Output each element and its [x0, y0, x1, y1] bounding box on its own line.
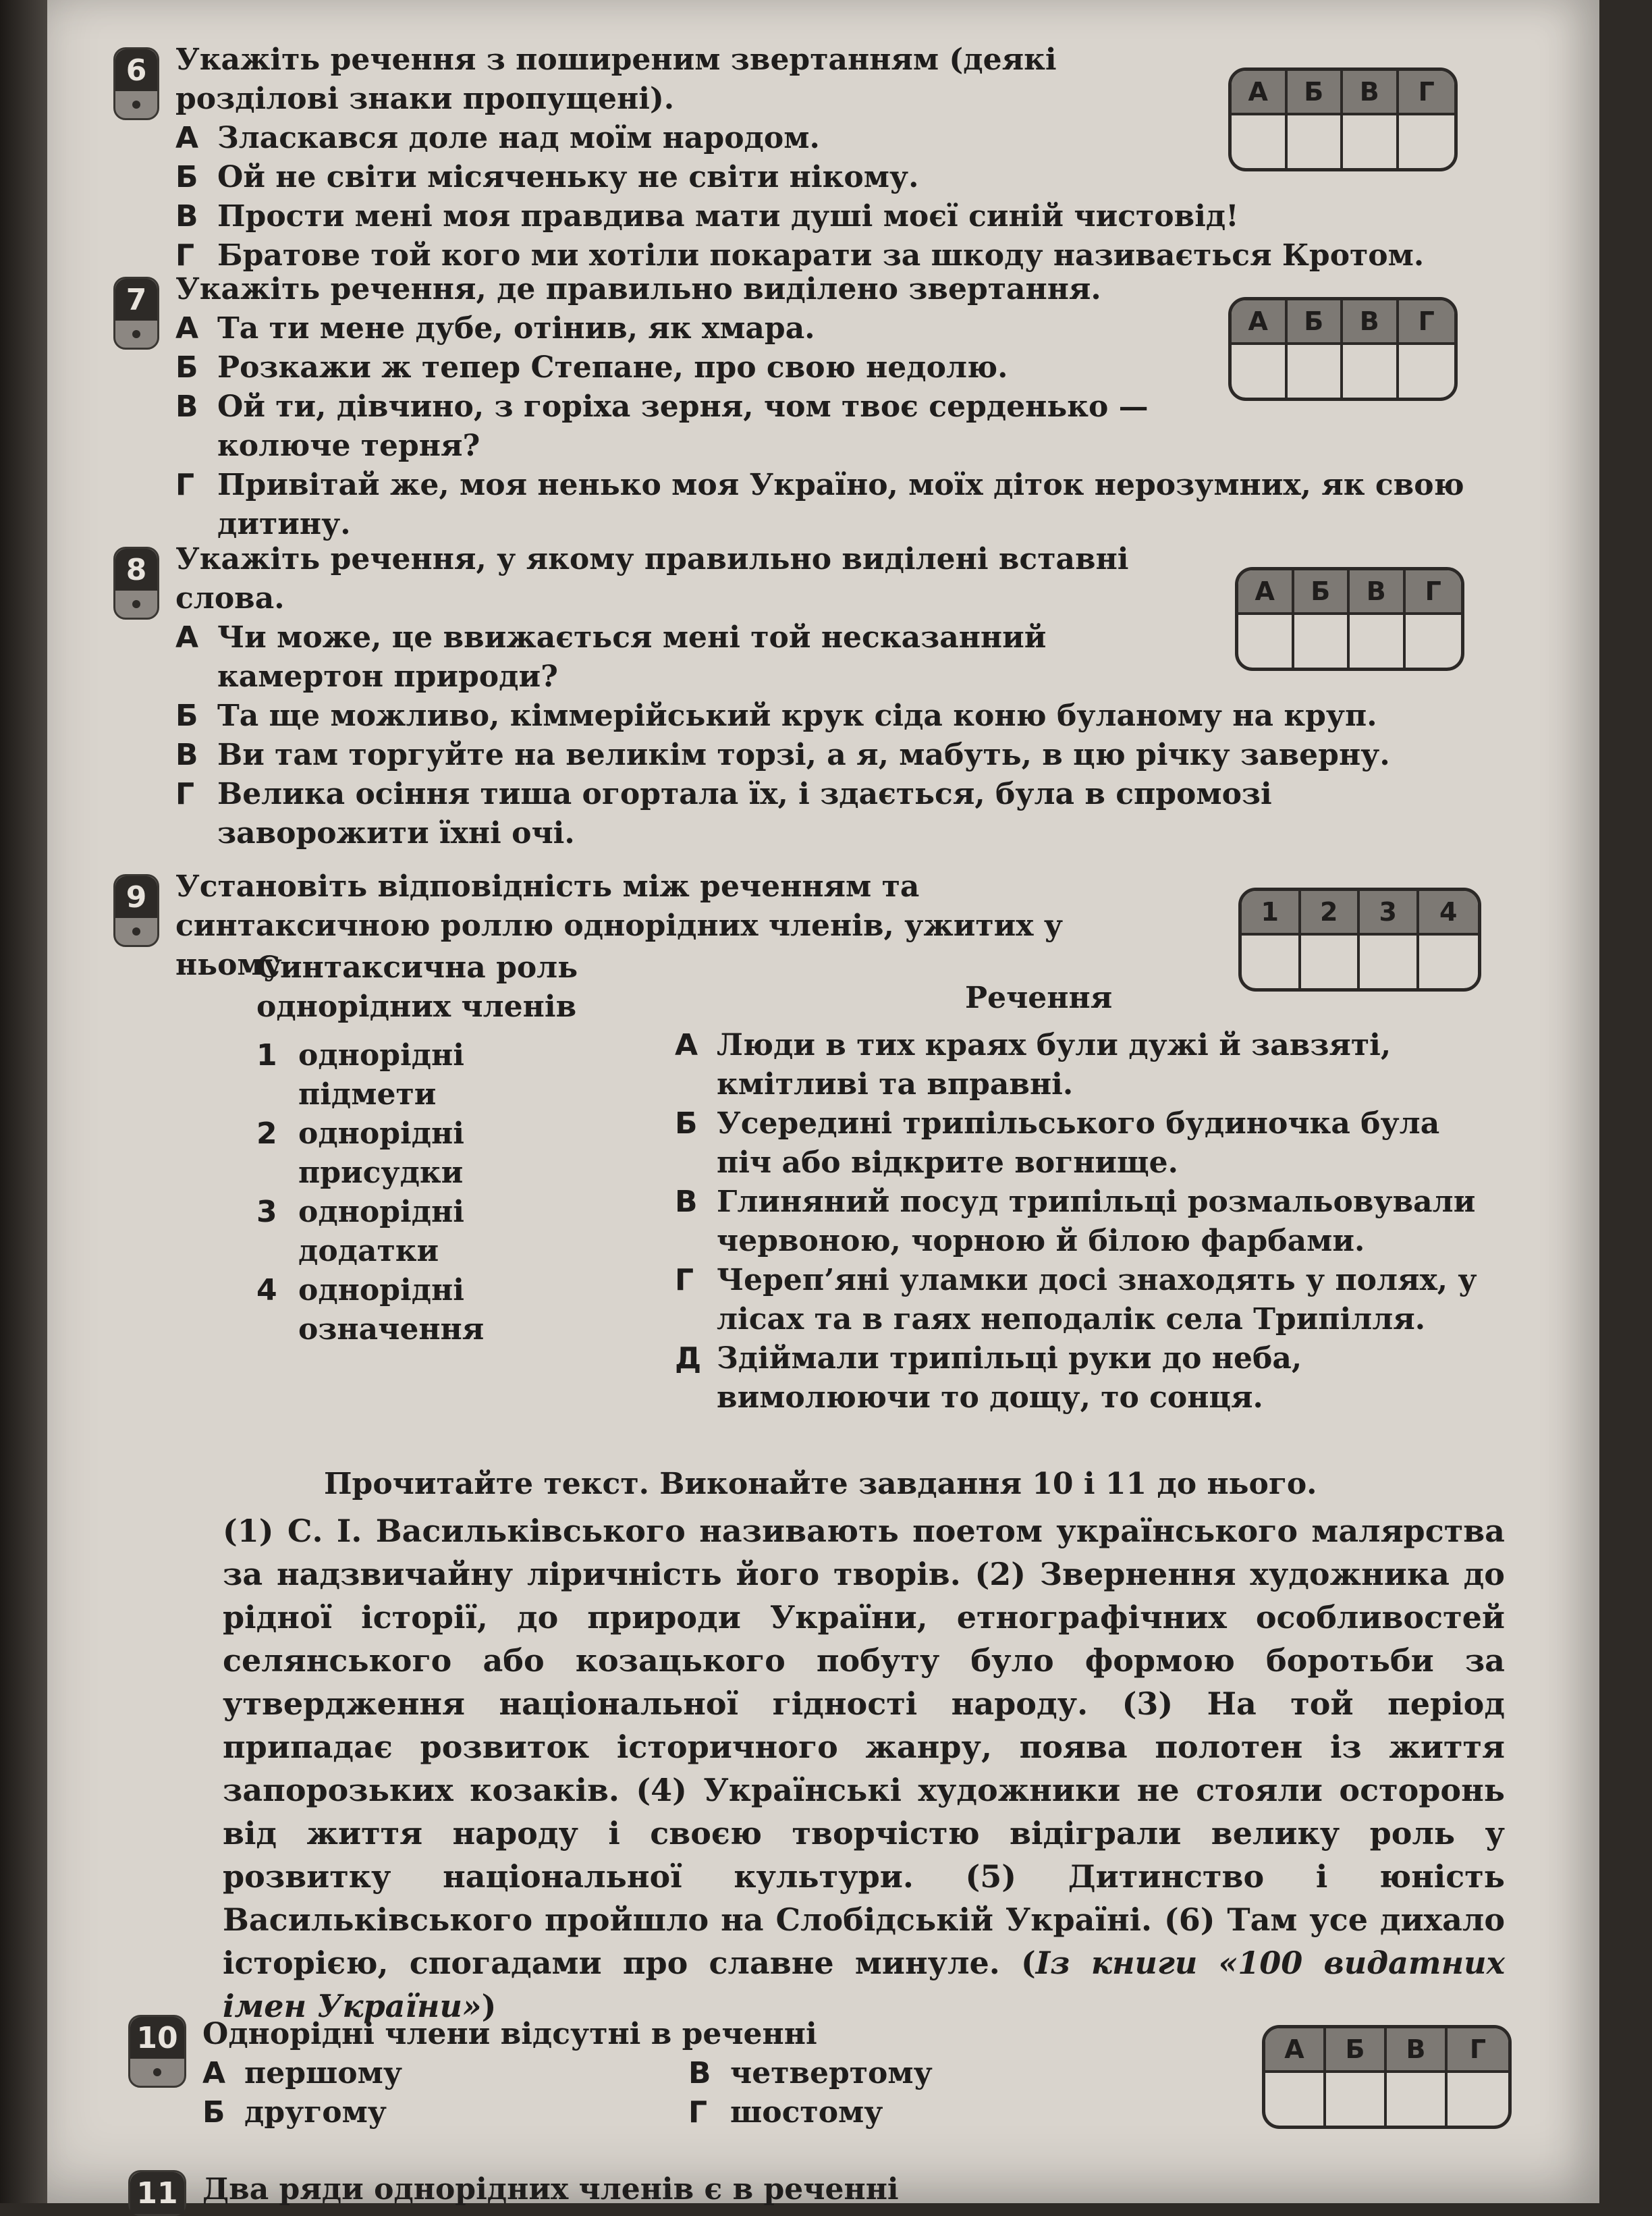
- role-item: 2 однорідні присудки: [256, 1116, 464, 1190]
- answer-option: Г Велика осіння тиша огортала їх, і здається, була в спромозі заворожити їхні очі.: [175, 777, 1272, 850]
- answer-cell[interactable]: [1288, 115, 1344, 168]
- task-number: 9: [115, 876, 157, 918]
- level-dot-icon: [132, 600, 140, 608]
- role-item: 4 однорідні означення: [256, 1273, 485, 1347]
- task-question: Укажіть речення з поширеним звертанням (деякі розділові знаки пропущені).: [175, 43, 1057, 116]
- task-question: Два ряди однорідних членів є в реченні: [202, 2172, 899, 2207]
- level-dot-icon: [132, 330, 140, 338]
- answer-option: А Чи може, це ввижається мені той несказанний камертон природи?: [175, 620, 1047, 694]
- sentence-item: Г Череп’яні уламки досі знаходять у полях, у лісах та в гаях неподалік села Трипілля.: [675, 1263, 1477, 1336]
- passage-text: (1) С. І. Васильківського називають поетом українського малярства за надзвичайну ліричність його творів. (2) Звернення художника до рідної історії, до природи України, етнографічних особливостей селянського або козацького побуту було формою боротьби за утвердження національної гідності народу. (3) На той період припадає розвиток історичного жанру, поява полотен із життя запорозьких козаків. (4) Українські художники не стояли осторонь від життя народу і своєю творчістю відіграли велику роль у розвитку національної культури. (5) Дитинство і юність Васильківського пройшло на Слобідській Україні. (6) Там усе дихало історією, спогадами про славне минуле. (: [223, 1513, 1505, 1981]
- answer-cell[interactable]: [1294, 615, 1350, 668]
- answer-option: Г Привітай же, моя ненько моя Україно, моїх діток нерозумних, як свою дитину.: [175, 468, 1464, 541]
- answer-grid-10[interactable]: А Б В Г: [1262, 2025, 1512, 2129]
- task-question: Укажіть речення, у якому правильно виділені вставні слова.: [175, 542, 1129, 616]
- task-number: 8: [115, 549, 157, 591]
- answer-option: В Ой ти, дівчино, з горіха зерня, чом твоє серденько — колюче терня?: [175, 389, 1149, 463]
- answer-cell[interactable]: [1350, 615, 1406, 668]
- sentence-item: Б Усередині трипільського будиночка була піч або відкрите вогнище.: [675, 1106, 1440, 1180]
- task-number-badge: [113, 547, 159, 620]
- matching-right-column: [675, 979, 1485, 1417]
- column-heading: Синтаксична роль однорідних членів: [256, 950, 578, 1024]
- sentence-item: Д Здіймали трипільці руки до неба, вимолюючи то дощу, то сонця.: [675, 1341, 1302, 1415]
- answer-grid-8[interactable]: А Б В Г: [1235, 567, 1464, 671]
- answer-cell[interactable]: [1326, 2073, 1387, 2126]
- level-dot-icon: [132, 927, 140, 936]
- passage-source: Із книги «100 видатних імен України»: [223, 1945, 1506, 2024]
- role-item: 3 однорідні додатки: [256, 1195, 464, 1268]
- task-number: 6: [115, 49, 157, 91]
- answer-option: Б Та ще можливо, кіммерійський крук сіда коню буланому на круп.: [175, 699, 1377, 733]
- answer-cell[interactable]: [1232, 345, 1288, 398]
- book-spine: [0, 0, 47, 2203]
- task-number: 7: [115, 279, 157, 321]
- task-number: 10: [130, 2017, 184, 2059]
- answer-cell[interactable]: [1399, 345, 1455, 398]
- answer-option: А Та ти мене дубе, отінив, як хмара.: [175, 311, 815, 346]
- answer-option: Г Братове той кого ми хотіли покарати за шкоду називається Кротом.: [175, 238, 1425, 273]
- answer-option: Г шостому: [688, 2095, 883, 2130]
- task-question: Установіть відповідність між реченням та синтаксичною роллю однорідних членів, ужитих у ньому.: [175, 869, 1064, 982]
- answer-grid-7[interactable]: А Б В Г: [1228, 297, 1458, 401]
- answer-cell[interactable]: [1387, 2073, 1448, 2126]
- task-11: [136, 2170, 1518, 2211]
- level-dot-icon: [132, 101, 140, 109]
- answer-option: Б другому: [202, 2095, 387, 2130]
- task-number-badge: [128, 2015, 186, 2088]
- level-dot-icon: [153, 2068, 161, 2076]
- answer-option: Б Розкажи ж тепер Степане, про свою недолю.: [175, 350, 1008, 385]
- answer-cell[interactable]: [1238, 615, 1294, 668]
- answer-cell[interactable]: [1399, 115, 1455, 168]
- reading-passage: [223, 1509, 1505, 2028]
- answer-option: В четвертому: [688, 2056, 933, 2090]
- answer-option: А першому: [202, 2056, 402, 2090]
- answer-option: А Зласкався доле над моїм народом.: [175, 121, 820, 155]
- answer-cell[interactable]: [1232, 115, 1288, 168]
- task-question: Однорідні члени відсутні в реченні: [202, 2017, 817, 2051]
- answer-option: Б Ой не світи місяченьку не світи нікому.: [175, 160, 919, 194]
- task-number-badge: [113, 277, 159, 350]
- answer-cell[interactable]: [1343, 115, 1399, 168]
- task-number-badge: [113, 47, 159, 120]
- answer-cell[interactable]: [1288, 345, 1344, 398]
- answer-grid-9[interactable]: 1 2 3 4: [1238, 888, 1481, 992]
- sentence-item: В Глиняний посуд трипільці розмальовували червоною, чорною й білою фарбами.: [675, 1185, 1476, 1258]
- answer-cell[interactable]: [1265, 2073, 1326, 2126]
- task-number: 11: [130, 2172, 184, 2214]
- reading-instruction: Прочитайте текст. Виконайте завдання 10 і 11 до нього.: [324, 1467, 1317, 1501]
- column-heading: Речення: [965, 981, 1113, 1015]
- passage-close: ): [481, 1988, 497, 2024]
- task-question: Укажіть речення, де правильно виділено звертання.: [175, 272, 1101, 306]
- sentence-item: А Люди в тих краях були дужі й завзяті, кмітливі та вправні.: [675, 1028, 1392, 1102]
- answer-cell[interactable]: [1448, 2073, 1508, 2126]
- answer-cell[interactable]: [1406, 615, 1462, 668]
- answer-grid-6[interactable]: А Б В Г: [1228, 67, 1458, 171]
- task-number-badge: [113, 874, 159, 947]
- task-number-badge: [128, 2170, 186, 2216]
- answer-cell[interactable]: [1343, 345, 1399, 398]
- matching-left-column: [256, 948, 607, 1349]
- role-item: 1 однорідні підмети: [256, 1038, 464, 1112]
- answer-option: В Прости мені моя правдива мати душі моєї синій чистовід!: [175, 199, 1239, 234]
- answer-option: В Ви там торгуйте на великім торзі, а я, мабуть, в цю річку заверну.: [175, 738, 1390, 772]
